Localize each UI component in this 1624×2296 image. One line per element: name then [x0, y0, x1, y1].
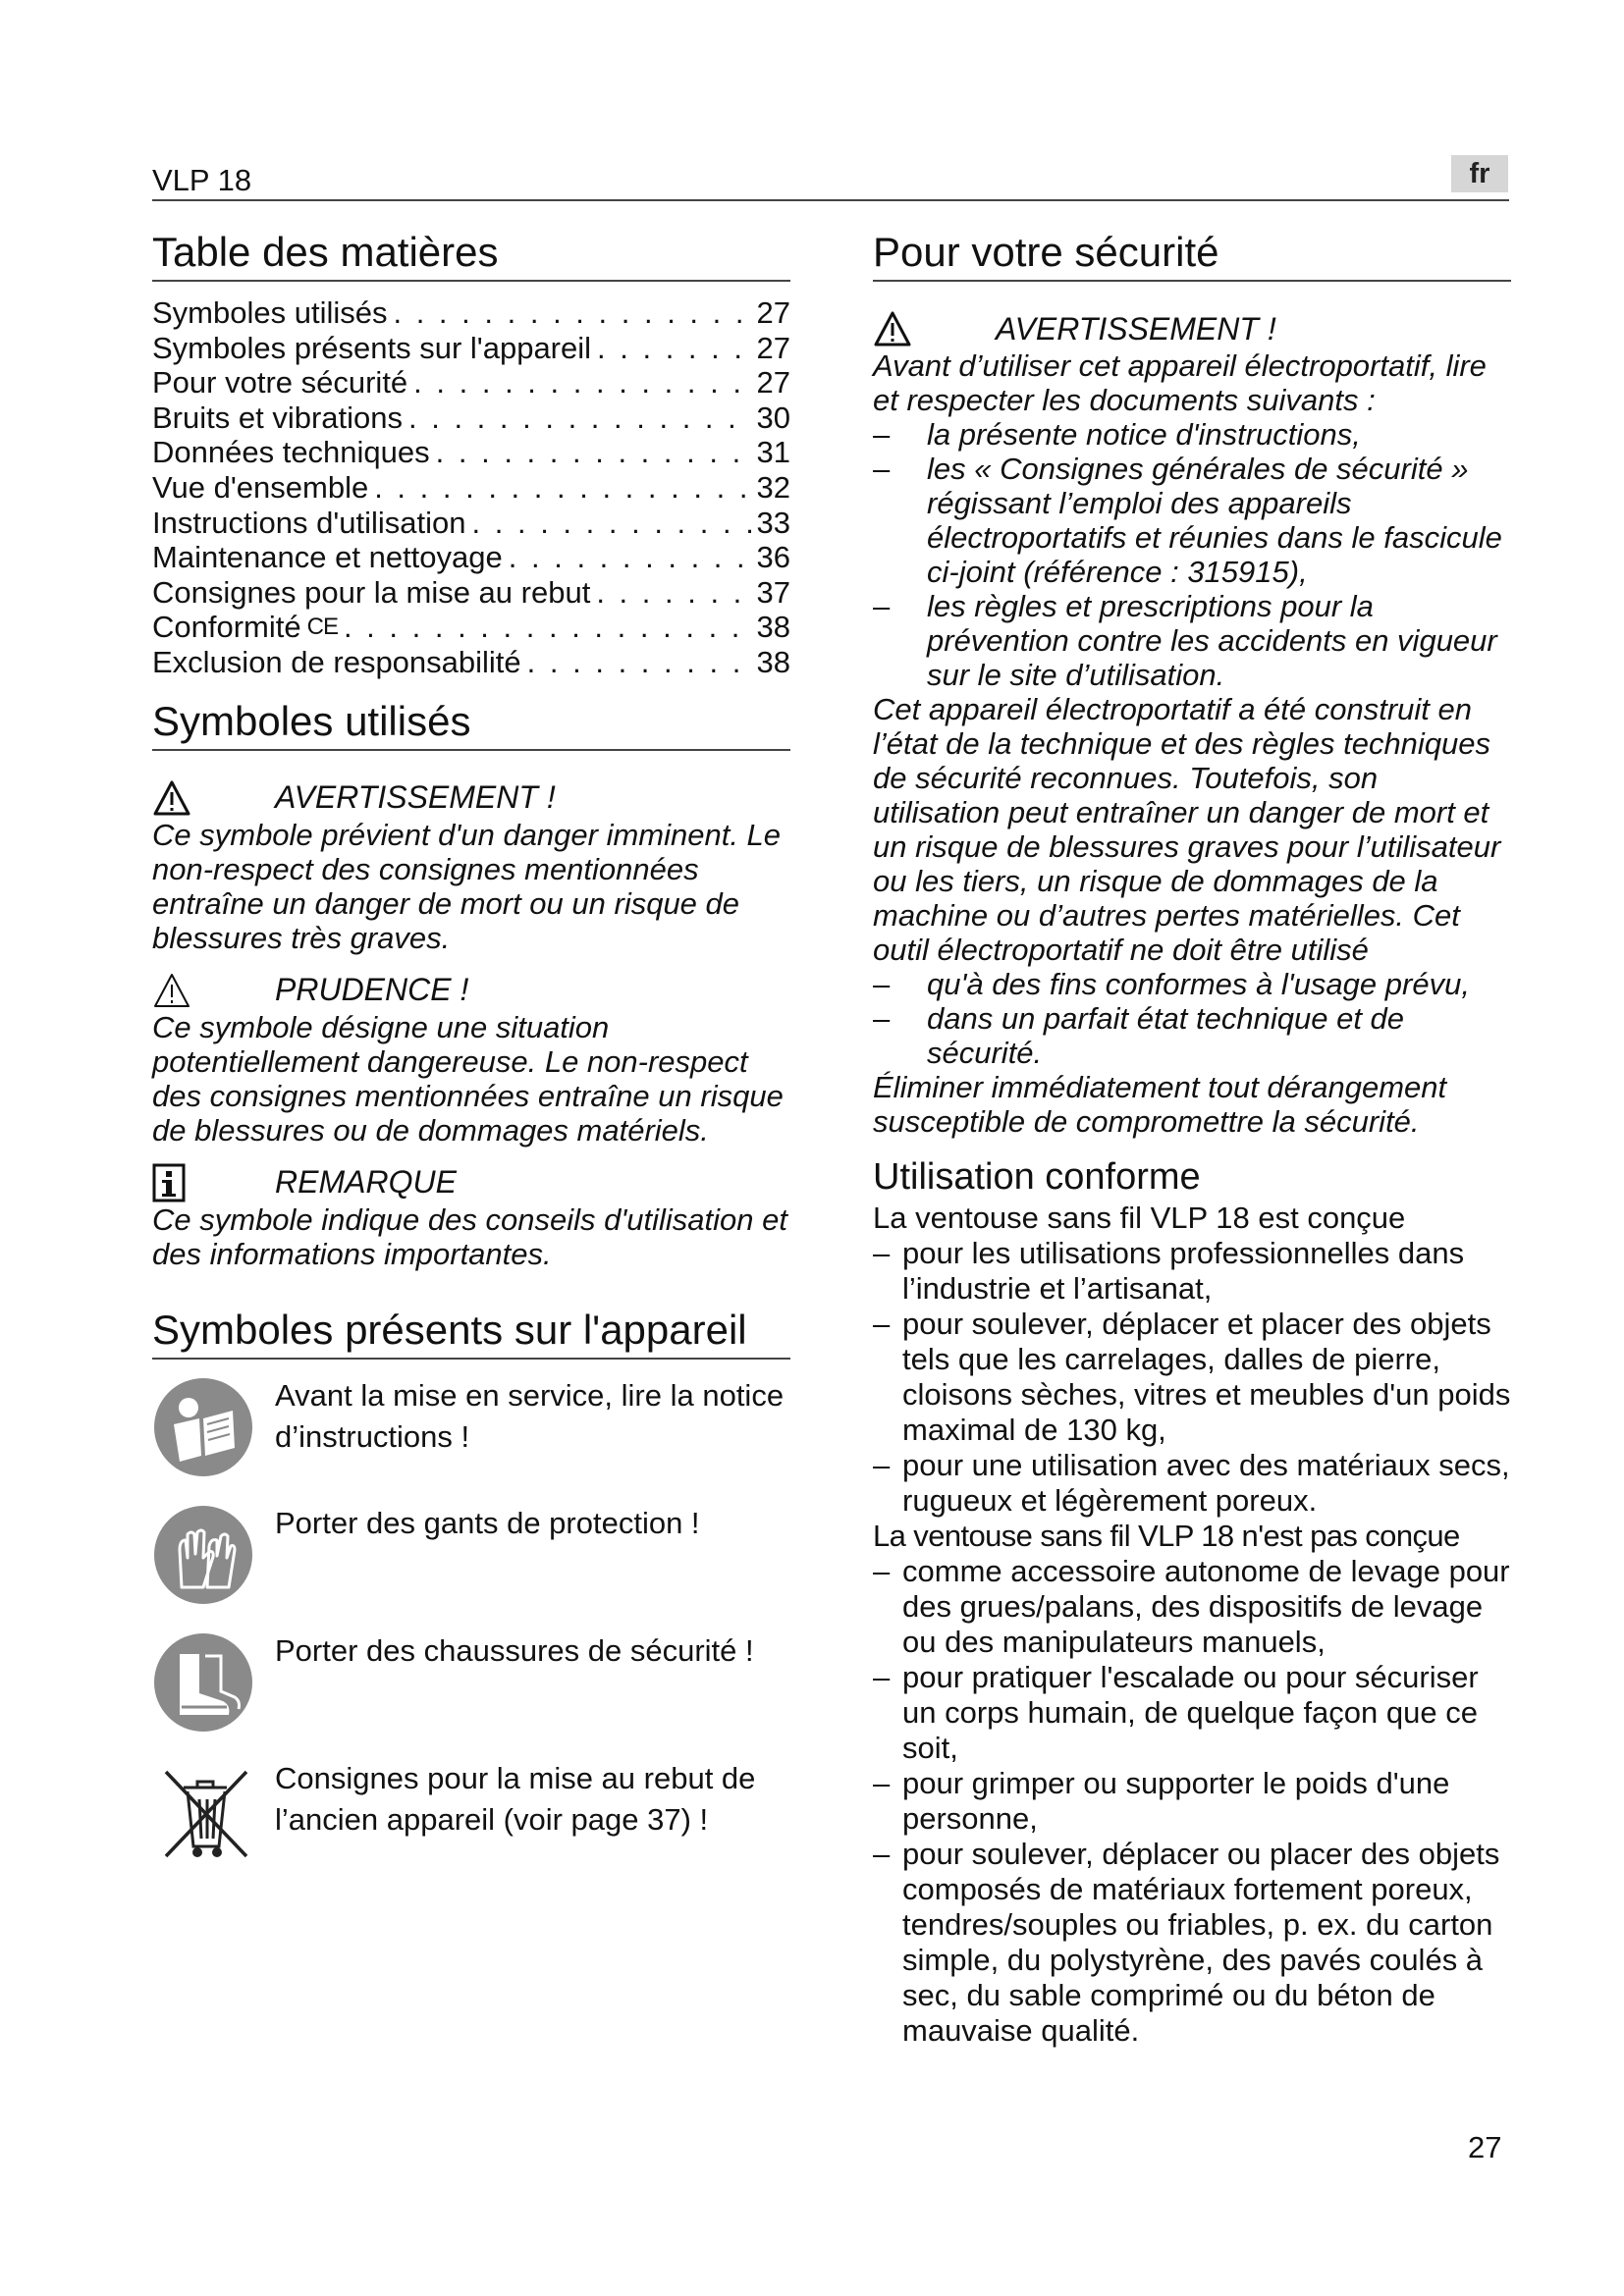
toc-entry[interactable]	[152, 610, 790, 645]
caution-text: Ce symbole désigne une situation potentiellement dangereuse. Le non-respect des consignes mentionnées entraîne un risque de blessures ou de dommages matériels.	[152, 1009, 784, 1148]
table-of-contents	[152, 295, 790, 680]
toc-entry-page: 37	[756, 574, 790, 610]
note-block	[152, 1163, 790, 1271]
toc-entry-label: Symboles présents sur l'appareil	[152, 330, 592, 365]
device-symbol-row	[152, 1758, 790, 1866]
device-symbol-row	[152, 1503, 790, 1611]
document-model: VLP 18	[152, 163, 252, 197]
gloves-icon	[152, 1503, 260, 1611]
toc-leader	[503, 540, 751, 575]
crossed-bin-icon	[152, 1758, 260, 1866]
toc-entry-page: 27	[756, 295, 790, 331]
list-item: – pour soulever, déplacer et placer des objets tels que les carrelages, dalles de pierre, cloisons sèches, vitres et meubles d'un poids maximal de 130 kg,	[873, 1307, 1511, 1448]
toc-entry[interactable]	[152, 540, 790, 575]
toc-leader	[521, 645, 751, 680]
page-number: 27	[1468, 2130, 1502, 2164]
safety-paragraph: Cet appareil électroportatif a été construit en l’état de la technique et des règles techniques de sécurité reconnues. Toutefois, son utilisation peut entraîner un danger de mort et un risque de blessures graves pour l’utilisateur ou les tiers, un risque de dommages de la machine ou d’autres pertes matérielles. Cet outil électroportatif ne doit être utilisé	[873, 692, 1501, 968]
list-item: – la présente notice d'instructions,	[873, 417, 1511, 452]
toc-entry-page: 33	[756, 505, 790, 540]
toc-leader	[591, 331, 751, 366]
toc-entry-page: 36	[756, 540, 790, 575]
toc-entry-label: Vue d'ensemble	[152, 470, 369, 506]
header-divider	[152, 199, 1509, 201]
toc-entry-label: Pour votre sécurité	[152, 365, 408, 400]
symbols-used-title: Symboles utilisés	[152, 700, 790, 751]
warning-triangle-icon	[873, 309, 920, 348]
device-symbol-row	[152, 1630, 790, 1738]
list-item: – pour soulever, déplacer ou placer des objets composés de matériaux fortement poreux, tendres/souples ou friables, p. ex. du carton simple, du polystyrène, des pavés coulés à sec, du sable comprimé ou du béton de mauvaise qualité.	[873, 1837, 1511, 2049]
toc-entry[interactable]	[152, 575, 790, 611]
toc-entry-label: Symboles utilisés	[152, 295, 388, 331]
toc-entry[interactable]	[152, 645, 790, 680]
toc-entry[interactable]	[152, 400, 790, 436]
list-item: – qu'à des fins conformes à l'usage prévu,	[873, 967, 1511, 1001]
usage-intro: La ventouse sans fil VLP 18 est conçue	[873, 1201, 1406, 1236]
caution-block	[152, 971, 790, 1148]
toc-entry[interactable]	[152, 435, 790, 470]
safety-warning-label: AVERTISSEMENT !	[996, 310, 1276, 347]
device-symbol-text: Porter des chaussures de sécurité !	[275, 1632, 754, 1668]
list-item: – les « Consignes générales de sécurité » régissant l’emploi des appareils électroportatifs et réunies dans le fascicule ci-joint (référence : 315915),	[873, 452, 1511, 589]
warning-label: AVERTISSEMENT !	[275, 779, 556, 816]
toc-leader	[466, 506, 751, 541]
note-label: REMARQUE	[275, 1164, 457, 1201]
info-icon	[152, 1163, 199, 1202]
left-column	[152, 231, 790, 1866]
right-column	[873, 231, 1511, 2049]
safety-boots-icon	[152, 1630, 260, 1738]
list-item: – pour les utilisations professionnelles dans l’industrie et l’artisanat,	[873, 1236, 1511, 1307]
toc-entry-label: Bruits et vibrations	[152, 400, 403, 435]
toc-entry-label: Données techniques	[152, 435, 430, 470]
toc-entry[interactable]	[152, 506, 790, 541]
device-symbol-text: Avant la mise en service, lire la notice d’instructions !	[275, 1377, 785, 1454]
toc-entry[interactable]	[152, 470, 790, 506]
device-symbol-text: Consignes pour la mise au rebut de l’ancien appareil (voir page 37) !	[275, 1760, 756, 1837]
safety-final: Éliminer immédiatement tout dérangement susceptible de compromettre la sécurité.	[873, 1070, 1447, 1140]
list-item: – pour une utilisation avec des matériaux secs, rugueux et légèrement poreux.	[873, 1448, 1511, 1519]
note-text: Ce symbole indique des conseils d'utilisation et des informations importantes.	[152, 1201, 787, 1271]
device-symbol-text: Porter des gants de protection !	[275, 1505, 700, 1540]
toc-leader	[407, 365, 751, 400]
toc-leader	[338, 610, 751, 645]
toc-title: Table des matières	[152, 231, 790, 282]
toc-entry[interactable]	[152, 295, 790, 331]
read-manual-icon	[152, 1375, 260, 1483]
safety-conditions-list	[873, 967, 1511, 1070]
toc-leader	[368, 470, 751, 506]
toc-leader	[387, 295, 751, 331]
toc-entry-page: 38	[756, 645, 790, 680]
list-item: – pour grimper ou supporter le poids d'une personne,	[873, 1766, 1511, 1837]
toc-entry-page: 30	[756, 400, 790, 435]
toc-entry-page: 38	[756, 610, 790, 645]
caution-triangle-icon	[152, 971, 199, 1010]
list-item: – comme accessoire autonome de levage pour des grues/palans, des dispositifs de levage ou des manipulateurs manuels,	[873, 1554, 1511, 1660]
toc-leader	[430, 435, 751, 470]
toc-entry-page: 27	[756, 365, 790, 400]
toc-leader	[403, 400, 751, 436]
toc-entry[interactable]	[152, 365, 790, 400]
list-item: – les règles et prescriptions pour la prévention contre les accidents en vigueur sur le site d’utilisation.	[873, 589, 1511, 692]
caution-label: PRUDENCE !	[275, 972, 469, 1008]
list-item: – dans un parfait état technique et de sécurité.	[873, 1001, 1511, 1070]
toc-leader	[590, 575, 751, 611]
toc-entry-label: Maintenance et nettoyage	[152, 540, 503, 575]
toc-entry-label: Exclusion de responsabilité	[152, 645, 521, 680]
safety-docs-list	[873, 417, 1511, 692]
language-badge: fr	[1451, 155, 1508, 192]
toc-entry-page: 27	[756, 330, 790, 365]
toc-entry-label: Consignes pour la mise au rebut	[152, 574, 591, 610]
warning-triangle-icon	[152, 778, 199, 818]
warning-text: Ce symbole prévient d'un danger imminent. Le non-respect des consignes mentionnées entraîne un danger de mort ou un risque de blessures très graves.	[152, 817, 782, 955]
list-item: – pour pratiquer l'escalade ou pour sécuriser un corps humain, de quelque façon que ce soit,	[873, 1660, 1511, 1766]
device-symbol-row	[152, 1375, 790, 1483]
usage-not-intro: La ventouse sans fil VLP 18 n'est pas conçue	[873, 1519, 1460, 1554]
device-symbols-title: Symboles présents sur l'appareil	[152, 1308, 790, 1360]
ce-mark-icon: CE	[306, 614, 338, 641]
safety-title: Pour votre sécurité	[873, 231, 1511, 282]
usage-not-list	[873, 1554, 1511, 2049]
toc-entry-page: 31	[756, 435, 790, 470]
safety-warning-head	[873, 309, 1511, 348]
toc-entry-label: Conformité	[152, 610, 301, 645]
safety-intro: Avant d’utiliser cet appareil électroportatif, lire et respecter les documents suivants :	[873, 348, 1487, 418]
toc-entry-label: Instructions d'utilisation	[152, 505, 466, 540]
warning-block	[152, 778, 790, 955]
toc-entry-page: 32	[756, 470, 790, 506]
toc-entry[interactable]	[152, 331, 790, 366]
usage-list	[873, 1236, 1511, 1519]
usage-title: Utilisation conforme	[873, 1156, 1201, 1199]
